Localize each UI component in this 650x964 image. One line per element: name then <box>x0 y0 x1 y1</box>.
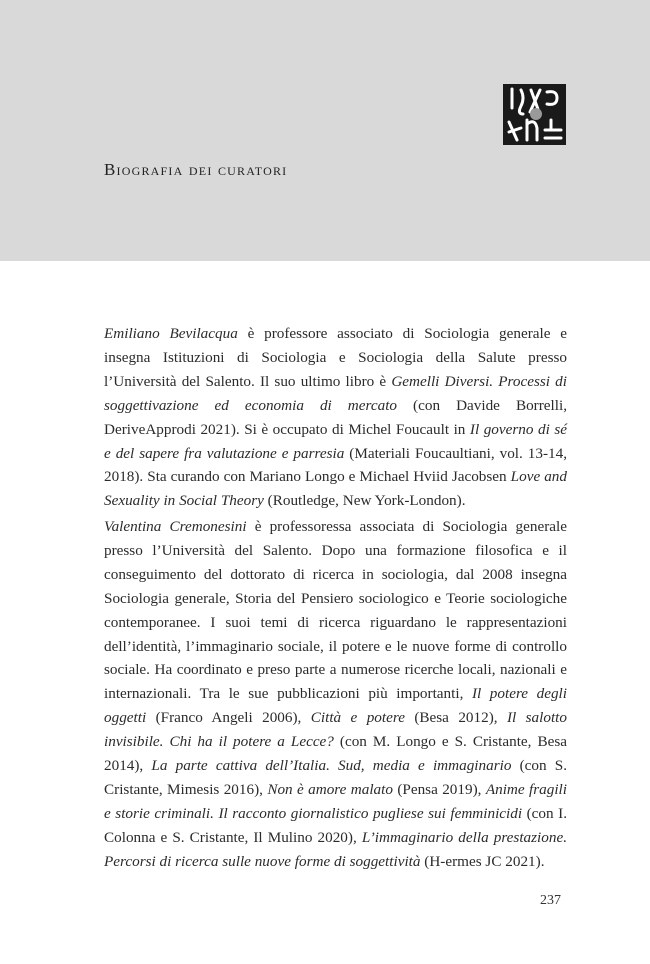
biography-paragraph <box>104 515 567 874</box>
text-run: (Materiali Foucaultiani, vol. 13-14, 2018). Sta curando con Mariano Longo e Michael Hviid Jacobsen <box>104 444 568 486</box>
text-run: (Pensa 2019), <box>392 780 486 798</box>
text-run: è professore associato di Sociologia generale e insegna Istituzioni di Sociologia e Sociologia della Salute presso l’Università del Salento. Il suo ultimo libro è <box>104 325 567 390</box>
italic-text-run: L’immaginario della prestazione. Percorsi di ricerca sulle nuove forme di soggettività <box>104 828 567 870</box>
italic-text-run: Valentina Cremonesini <box>104 518 247 535</box>
italic-text-run: Gemelli Diversi. Processi di soggettivazione ed economia di mercato <box>104 372 567 414</box>
text-run: (con Davide Borrelli, DeriveApprodi 2021). Si è occupato di Michel Foucault in <box>104 396 567 438</box>
italic-text-run: Il salotto invisibile. Chi ha il potere a Lecce? <box>104 709 567 751</box>
text-run: (con S. Cristante, Mimesis 2016), <box>104 757 567 798</box>
italic-text-run: Anime fragili e storie criminali. Il racconto giornalistico pugliese sui femminicidi <box>104 780 567 822</box>
italic-text-run: Città e potere <box>310 709 405 727</box>
italic-text-run: Il potere degli oggetti <box>104 685 567 727</box>
text-run: (Franco Angeli 2006), <box>146 709 311 727</box>
section-title: Biografia dei curatori <box>104 160 288 179</box>
text-run: (Besa 2012), <box>404 709 507 727</box>
italic-text-run: Love and Sexuality in Social Theory <box>104 468 567 510</box>
biography-paragraph <box>104 322 567 513</box>
text-run: (con M. Longo e S. Cristante, Besa 2014), <box>104 733 567 775</box>
text-run: è professoressa associata di Sociologia generale presso l’Università del Salento. Dopo una formazione filosofica e il conseguimento del dottorato di ricerca in sociologia, dal 2008 insegna Sociologia generale, Storia del Pensiero sociologico e Teorie sociologiche contemporanee. I suoi temi di ricerca riguardano le rappresentazioni dell’identità, l’immaginario sociale, il potere e le nuove forme di controllo sociale. Ha coordinato e preso parte a numerose ricerche locali, nazionali e internazionali. Tra le sue pubblicazioni più importanti, <box>104 518 567 703</box>
text-run: (H-ermes JC 2021). <box>420 852 545 870</box>
italic-text-run: Non è amore malato <box>267 780 393 798</box>
italic-text-run: La parte cattiva dell’Italia. Sud, media e immaginario <box>151 757 512 775</box>
page-number: 237 <box>540 893 561 908</box>
text-run: (con I. Colonna e S. Cristante, Il Mulino 2020), <box>104 804 567 846</box>
italic-text-run: Il governo di sé e del sapere fra valutazione e parresia <box>104 420 567 462</box>
italic-text-run: Emiliano Bevilacqua <box>104 325 238 342</box>
publisher-logo <box>503 84 566 145</box>
text-run: (Routledge, New York-London). <box>263 492 466 510</box>
